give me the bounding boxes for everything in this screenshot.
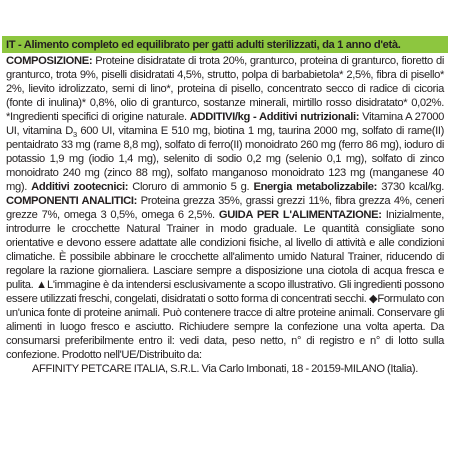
additives-text-part1: Vitamina A 27000 UI, vitamina D — [6, 111, 445, 137]
label-paragraph — [6, 54, 444, 362]
composition-heading: COMPOSIZIONE: — [6, 55, 93, 67]
distributor-text: AFFINITY PETCARE ITALIA, S.R.L. Via Carlo Imbonati, 18 - 20159-MILANO (Italia). — [31, 363, 419, 375]
vitamin-d-subscript: 3 — [72, 130, 77, 140]
label-header — [2, 36, 448, 53]
label-panel — [0, 36, 450, 376]
label-body — [0, 53, 450, 376]
zootechnical-text: Cloruro di ammonio 5 g. — [128, 181, 254, 193]
header-text: IT - Alimento completo ed equilibrato per gatti adulti sterilizzati, da 1 anno d'età. — [6, 39, 401, 51]
energy-text: 3730 kcal/kg. — [377, 181, 444, 193]
additives-heading: ADDITIVI/kg - Additivi nutrizionali: — [189, 111, 360, 123]
feeding-text: Inizialmente, introdurre le crocchette Natural Trainer in modo graduale. Le quantità consigliate sono orientative e devono essere adattate alle condizioni fisiche, al livello di attività e alle condizioni climatiche. È possibile abbinare le crocchette all'alimento umido Natural Trainer, riducendo di regolare la razione giornaliera. Lasciare sempre a disposizione una ciotola di acqua fresca e pulita. ▲L'immagine è da intendersi esclusivamente a scopo illustrativo. Gli ingredienti possono essere utilizzati freschi, congelati, disidratati o sotto forma di concentrati secchi. ◆Formulato con un'unica fonte di proteine animali. Può contenere tracce di altre proteine animali. Conservare gli alimenti in luogo fresco e asciutto. Richiudere sempre la confezione una volta aperta. Da consumarsi preferibilmente entro il: vedi data, peso netto, n° di registro e n° di lotto sulla confezione. Prodotto nell'UE/Distribuito da: — [6, 209, 444, 361]
zootechnical-heading: Additivi zootecnici: — [31, 181, 129, 193]
analytical-heading: COMPONENTI ANALITICI: — [6, 195, 138, 207]
analytical-text: Proteina grezza 35%, grassi grezzi 11%, fibra grezza 4%, ceneri grezze 7%, omega 3 0,5%, omega 6 2,5%. — [6, 195, 444, 221]
distributor-line — [6, 362, 444, 376]
composition-text: Proteine disidratate di trota 20%, granturco, proteina di granturco, fioretto di granturco, trota 9%, piselli disidratati 4,5%, strutto, polpa di barbabietola* 2,5%, fibra di pisello* 2%, lievito idrolizzato, semi di lino*, proteina di pisello, concentrato secco di radice di cicoria (fonte di inulina)* 0,8%, olio di granturco, sostanze minerali, mirtillo rosso disidratato* 0,02%. *Ingredienti specifici di origine naturale. — [6, 55, 444, 123]
additives-text-part2: 600 UI, vitamina E 510 mg, biotina 1 mg, taurina 2000 mg, solfato di rame(II) pentaidrato 33 mg (rame 8,8 mg), solfato di ferro(II) monoidrato 260 mg (ferro 86 mg), ioduro di potassio 1,9 mg (iodio 1,4 mg), selenito di sodio 0,2 mg (selenio 0,1 mg), solfato di zinco monoidrato 240 mg (zinco 88 mg), solfato manganoso monoidrato 123 mg (manganese 40 mg). — [6, 125, 444, 193]
energy-heading: Energia metabolizzabile: — [253, 181, 378, 193]
feeding-heading: GUIDA PER L'ALIMENTAZIONE: — [218, 209, 382, 221]
